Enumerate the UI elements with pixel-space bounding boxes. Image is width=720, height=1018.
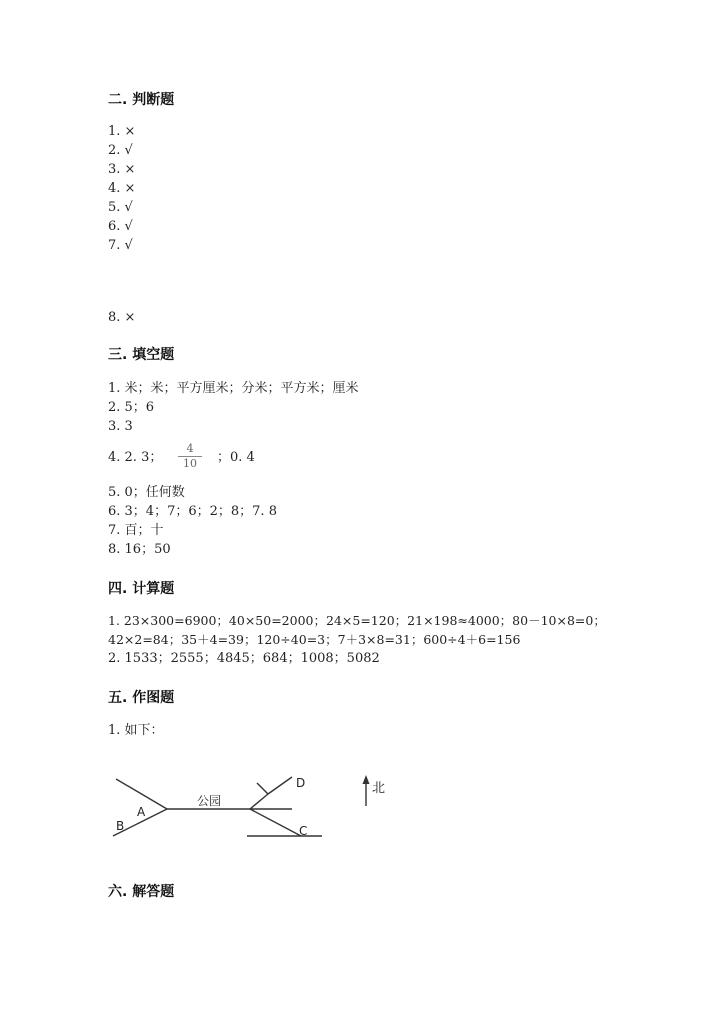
fill-answer-6: 6. 3；4；7；6；2；8；7. 8	[108, 504, 277, 519]
fill-answer-1: 1. 米；米；平方厘米；分米；平方米；厘米	[108, 381, 359, 396]
label-north: 北	[372, 781, 386, 796]
label-d: D	[296, 776, 306, 790]
fill-answer-3: 3. 3	[108, 419, 133, 434]
judge-answer-3: 3. ×	[108, 162, 136, 177]
calc-line-3: 2. 1533；2555；4845；684；1008；5082	[108, 651, 380, 666]
fill-answer-4-suffix: ；0. 4	[217, 450, 255, 465]
judge-answer-5: 5. √	[108, 200, 133, 215]
fill-answer-7: 7. 百；十	[108, 523, 164, 538]
section-title-judge: 二. 判断题	[108, 92, 175, 108]
fill-answer-4-prefix: 4. 2. 3；	[108, 450, 163, 465]
label-a: A	[137, 805, 146, 819]
section-title-calc: 四. 计算题	[108, 581, 175, 597]
judge-answer-4: 4. ×	[108, 181, 136, 196]
label-c: C	[299, 824, 308, 838]
label-park: 公园	[197, 794, 222, 808]
fill-answer-2: 2. 5；6	[108, 400, 155, 415]
ray-to-c	[250, 809, 301, 836]
judge-answer-2: 2. √	[108, 143, 133, 158]
section-title-solve: 六. 解答题	[108, 884, 175, 900]
ray-to-d-lower	[250, 794, 268, 809]
label-b: B	[116, 819, 125, 833]
judge-answer-7: 7. √	[108, 238, 133, 253]
fraction-numerator: 4	[186, 442, 194, 455]
section-title-draw: 五. 作图题	[108, 690, 175, 706]
draw-answer-1: 1. 如下：	[108, 723, 164, 738]
judge-answer-6: 6. √	[108, 219, 133, 234]
calc-line-2: 42×2=84；35＋4=39；120÷40=3；7＋3×8=31；600÷4＋6=156	[108, 632, 521, 647]
ray-to-d	[268, 777, 292, 794]
judge-answer-1: 1. ×	[108, 124, 136, 139]
fill-answer-5: 5. 0；任何数	[108, 485, 185, 500]
section-title-fill: 三. 填空题	[108, 347, 175, 363]
judge-answer-8: 8. ×	[108, 310, 136, 325]
fraction-denominator: 10	[183, 457, 197, 470]
north-arrow-head	[363, 775, 370, 784]
calc-line-1: 1. 23×300=6900；40×50=2000；24×5=120；21×198≈4000；80－10×8=0；	[108, 613, 606, 628]
fill-answer-8: 8. 16；50	[108, 542, 171, 557]
ray-d-tick	[257, 783, 268, 794]
